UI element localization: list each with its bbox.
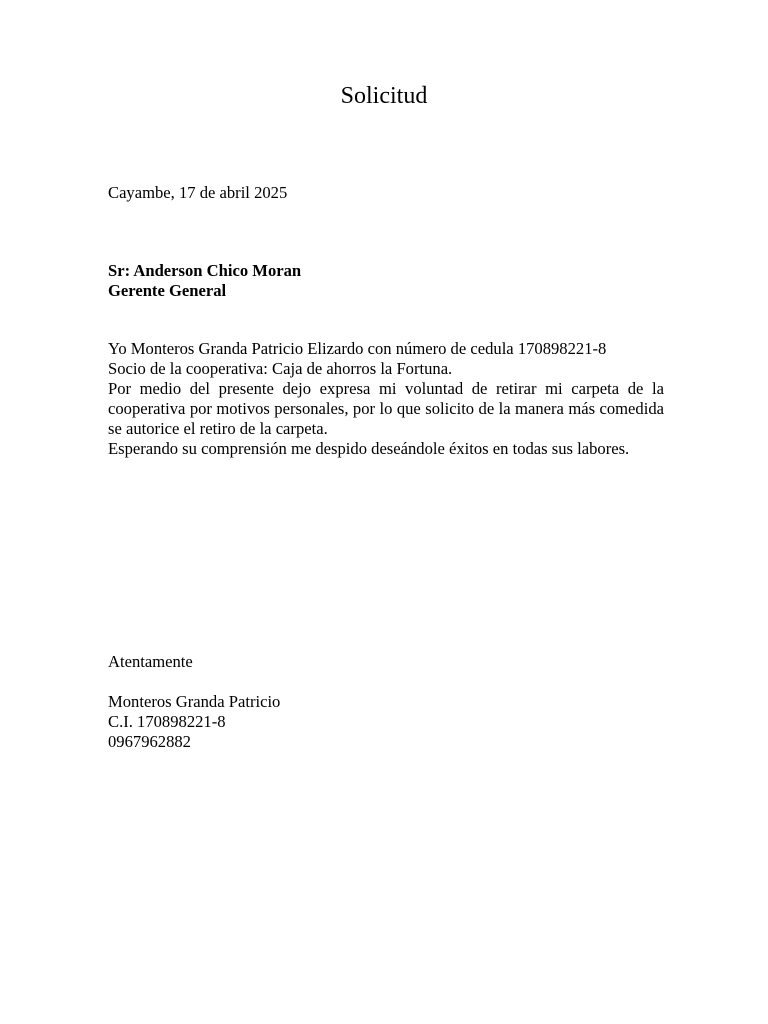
signature-id: C.I. 170898221-8 bbox=[108, 712, 226, 731]
signature-phone: 0967962882 bbox=[108, 732, 191, 751]
recipient-block bbox=[108, 261, 664, 301]
signature-block bbox=[108, 692, 664, 752]
body-paragraph-farewell: Esperando su comprensión me despido deseándole éxitos en todas sus labores. bbox=[108, 439, 630, 458]
body-paragraph-request: Por medio del presente dejo expresa mi voluntad de retirar mi carpeta de la cooperativa por motivos personales, por lo que solicito de la manera más comedida se autorice el retiro de la carpeta. bbox=[108, 379, 664, 438]
body-paragraph-membership: Socio de la cooperativa: Caja de ahorros la Fortuna. bbox=[108, 359, 453, 378]
body-paragraph-identity: Yo Monteros Granda Patricio Elizardo con número de cedula 170898221-8 bbox=[108, 339, 607, 358]
document-title: Solicitud bbox=[340, 83, 428, 109]
recipient-name: Sr: Anderson Chico Moran bbox=[108, 261, 302, 280]
recipient-position: Gerente General bbox=[108, 281, 227, 300]
letter-closing: Atentamente bbox=[108, 652, 193, 671]
signature-name: Monteros Granda Patricio bbox=[108, 692, 281, 711]
letter-body bbox=[108, 339, 664, 459]
letter-date: Cayambe, 17 de abril 2025 bbox=[108, 183, 288, 202]
